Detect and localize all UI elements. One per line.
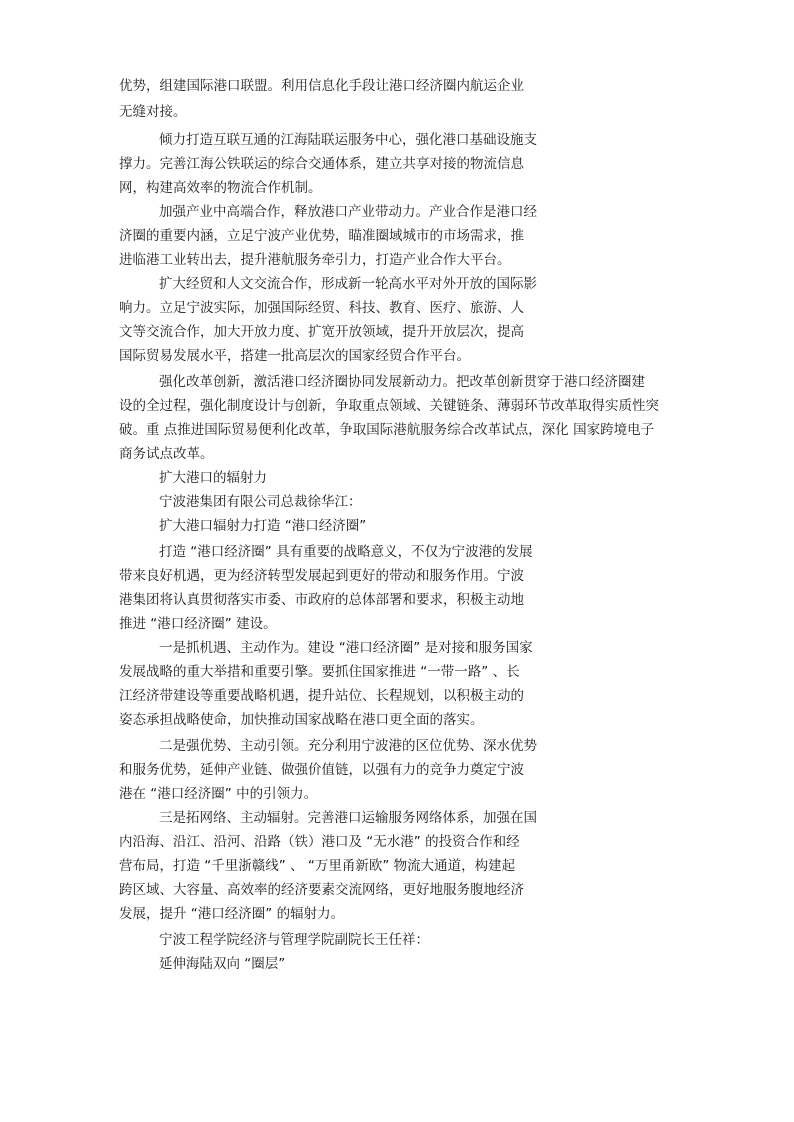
body-text-line: 设的全过程，强化制度设计与创新，争取重点领域、关键链条、薄弱环节改革取得实质性突	[119, 398, 659, 414]
body-text-line: 破。重 点推进国际贸易便利化改革，争取国际港航服务综合改革试点，深化 国家跨境电子	[119, 422, 655, 438]
body-text-line: 优势，组建国际港口联盟。利用信息化手段让港口经济圈内航运企业	[119, 78, 524, 94]
body-text-line: 无缝对接。	[119, 104, 187, 120]
body-text-line: 姿态承担战略使命，加快推动国家战略在港口更全面的落实。	[119, 712, 484, 728]
body-text-line: 营布局，打造 “千里浙赣线” 、 “万里甬新欧” 物流大通道，构建起	[119, 858, 516, 874]
body-text-line: 带来良好机遇，更为经济转型发展起到更好的带动和服务作用。宁波	[119, 568, 524, 584]
body-text-line: 港集团将认真贯彻落实市委、市政府的总体部署和要求，积极主动地	[119, 592, 524, 608]
body-text-line: 国际贸易发展水平，搭建一批高层次的国家经贸合作平台。	[119, 348, 470, 364]
body-text-line: 响力。立足宁波实际，加强国际经贸、科技、教育、医疗、旅游、人	[119, 300, 524, 316]
speech-title: 扩大港口辐射力打造 “港口经济圈”	[159, 518, 367, 534]
body-text-line: 港在 “港口经济圈” 中的引领力。	[119, 786, 318, 802]
body-text-line: 跨区域、大容量、高效率的经济要素交流网络，更好地服务腹地经济	[119, 882, 524, 898]
speaker-line: 宁波港集团有限公司总裁徐华江：	[159, 494, 362, 510]
body-text-line: 网，构建高效率的物流合作机制。	[119, 180, 322, 196]
body-text-line: 内沿海、沿江、沿河、沿路（铁）港口及 “无水港” 的投资合作和经	[119, 834, 520, 850]
body-text-line: 江经济带建设等重要战略机遇，提升站位、长程规划，以积极主动的	[119, 688, 524, 704]
paragraph-first-line: 强化改革创新，激活港口经济圈协同发展新动力。把改革创新贯穿于港口经济圈建	[159, 374, 645, 390]
paragraph-first-line: 加强产业中高端合作，释放港口产业带动力。产业合作是港口经	[159, 204, 537, 220]
body-text-line: 商务试点改革。	[119, 446, 214, 462]
section-heading: 扩大港口的辐射力	[159, 470, 267, 486]
body-text-line: 推进 “港口经济圈” 建设。	[119, 616, 277, 632]
body-text-line: 进临港工业转出去，提升港航服务牵引力，打造产业合作大平台。	[119, 252, 511, 268]
paragraph-first-line: 二是强优势、主动引领。充分利用宁波港的区位优势、深水优势	[159, 738, 537, 754]
speaker-line: 宁波工程学院经济与管理学院副院长王任祥：	[159, 932, 429, 948]
speech-title: 延伸海陆双向 “圈层”	[159, 956, 286, 972]
body-text-line: 济圈的重要内涵，立足宁波产业优势，瞄准圈域城市的市场需求，推	[119, 228, 524, 244]
paragraph-first-line: 三是拓网络、主动辐射。完善港口运输服务网络体系，加强在国	[159, 810, 537, 826]
body-text-line: 发展，提升 “港口经济圈” 的辐射力。	[119, 906, 345, 922]
body-text-line: 撑力。完善江海公铁联运的综合交通体系，建立共享对接的物流信息	[119, 156, 524, 172]
body-text-line: 文等交流合作，加大开放力度、扩宽开放领域，提升开放层次，提高	[119, 324, 524, 340]
paragraph-first-line: 打造 “港口经济圈” 具有重要的战略意义，不仅为宁波港的发展	[159, 544, 533, 560]
paragraph-first-line: 倾力打造互联互通的江海陆联运服务中心，强化港口基础设施支	[159, 132, 537, 148]
paragraph-first-line: 一是抓机遇、主动作为。建设 “港口经济圈” 是对接和服务国家	[159, 640, 533, 656]
body-text-line: 发展战略的重大举措和重要引擎。要抓住国家推进 “一带一路” 、长	[119, 664, 520, 680]
body-text-line: 和服务优势，延伸产业链、做强价值链，以强有力的竞争力奠定宁波	[119, 762, 524, 778]
paragraph-first-line: 扩大经贸和人文交流合作，形成新一轮高水平对外开放的国际影	[159, 276, 537, 292]
